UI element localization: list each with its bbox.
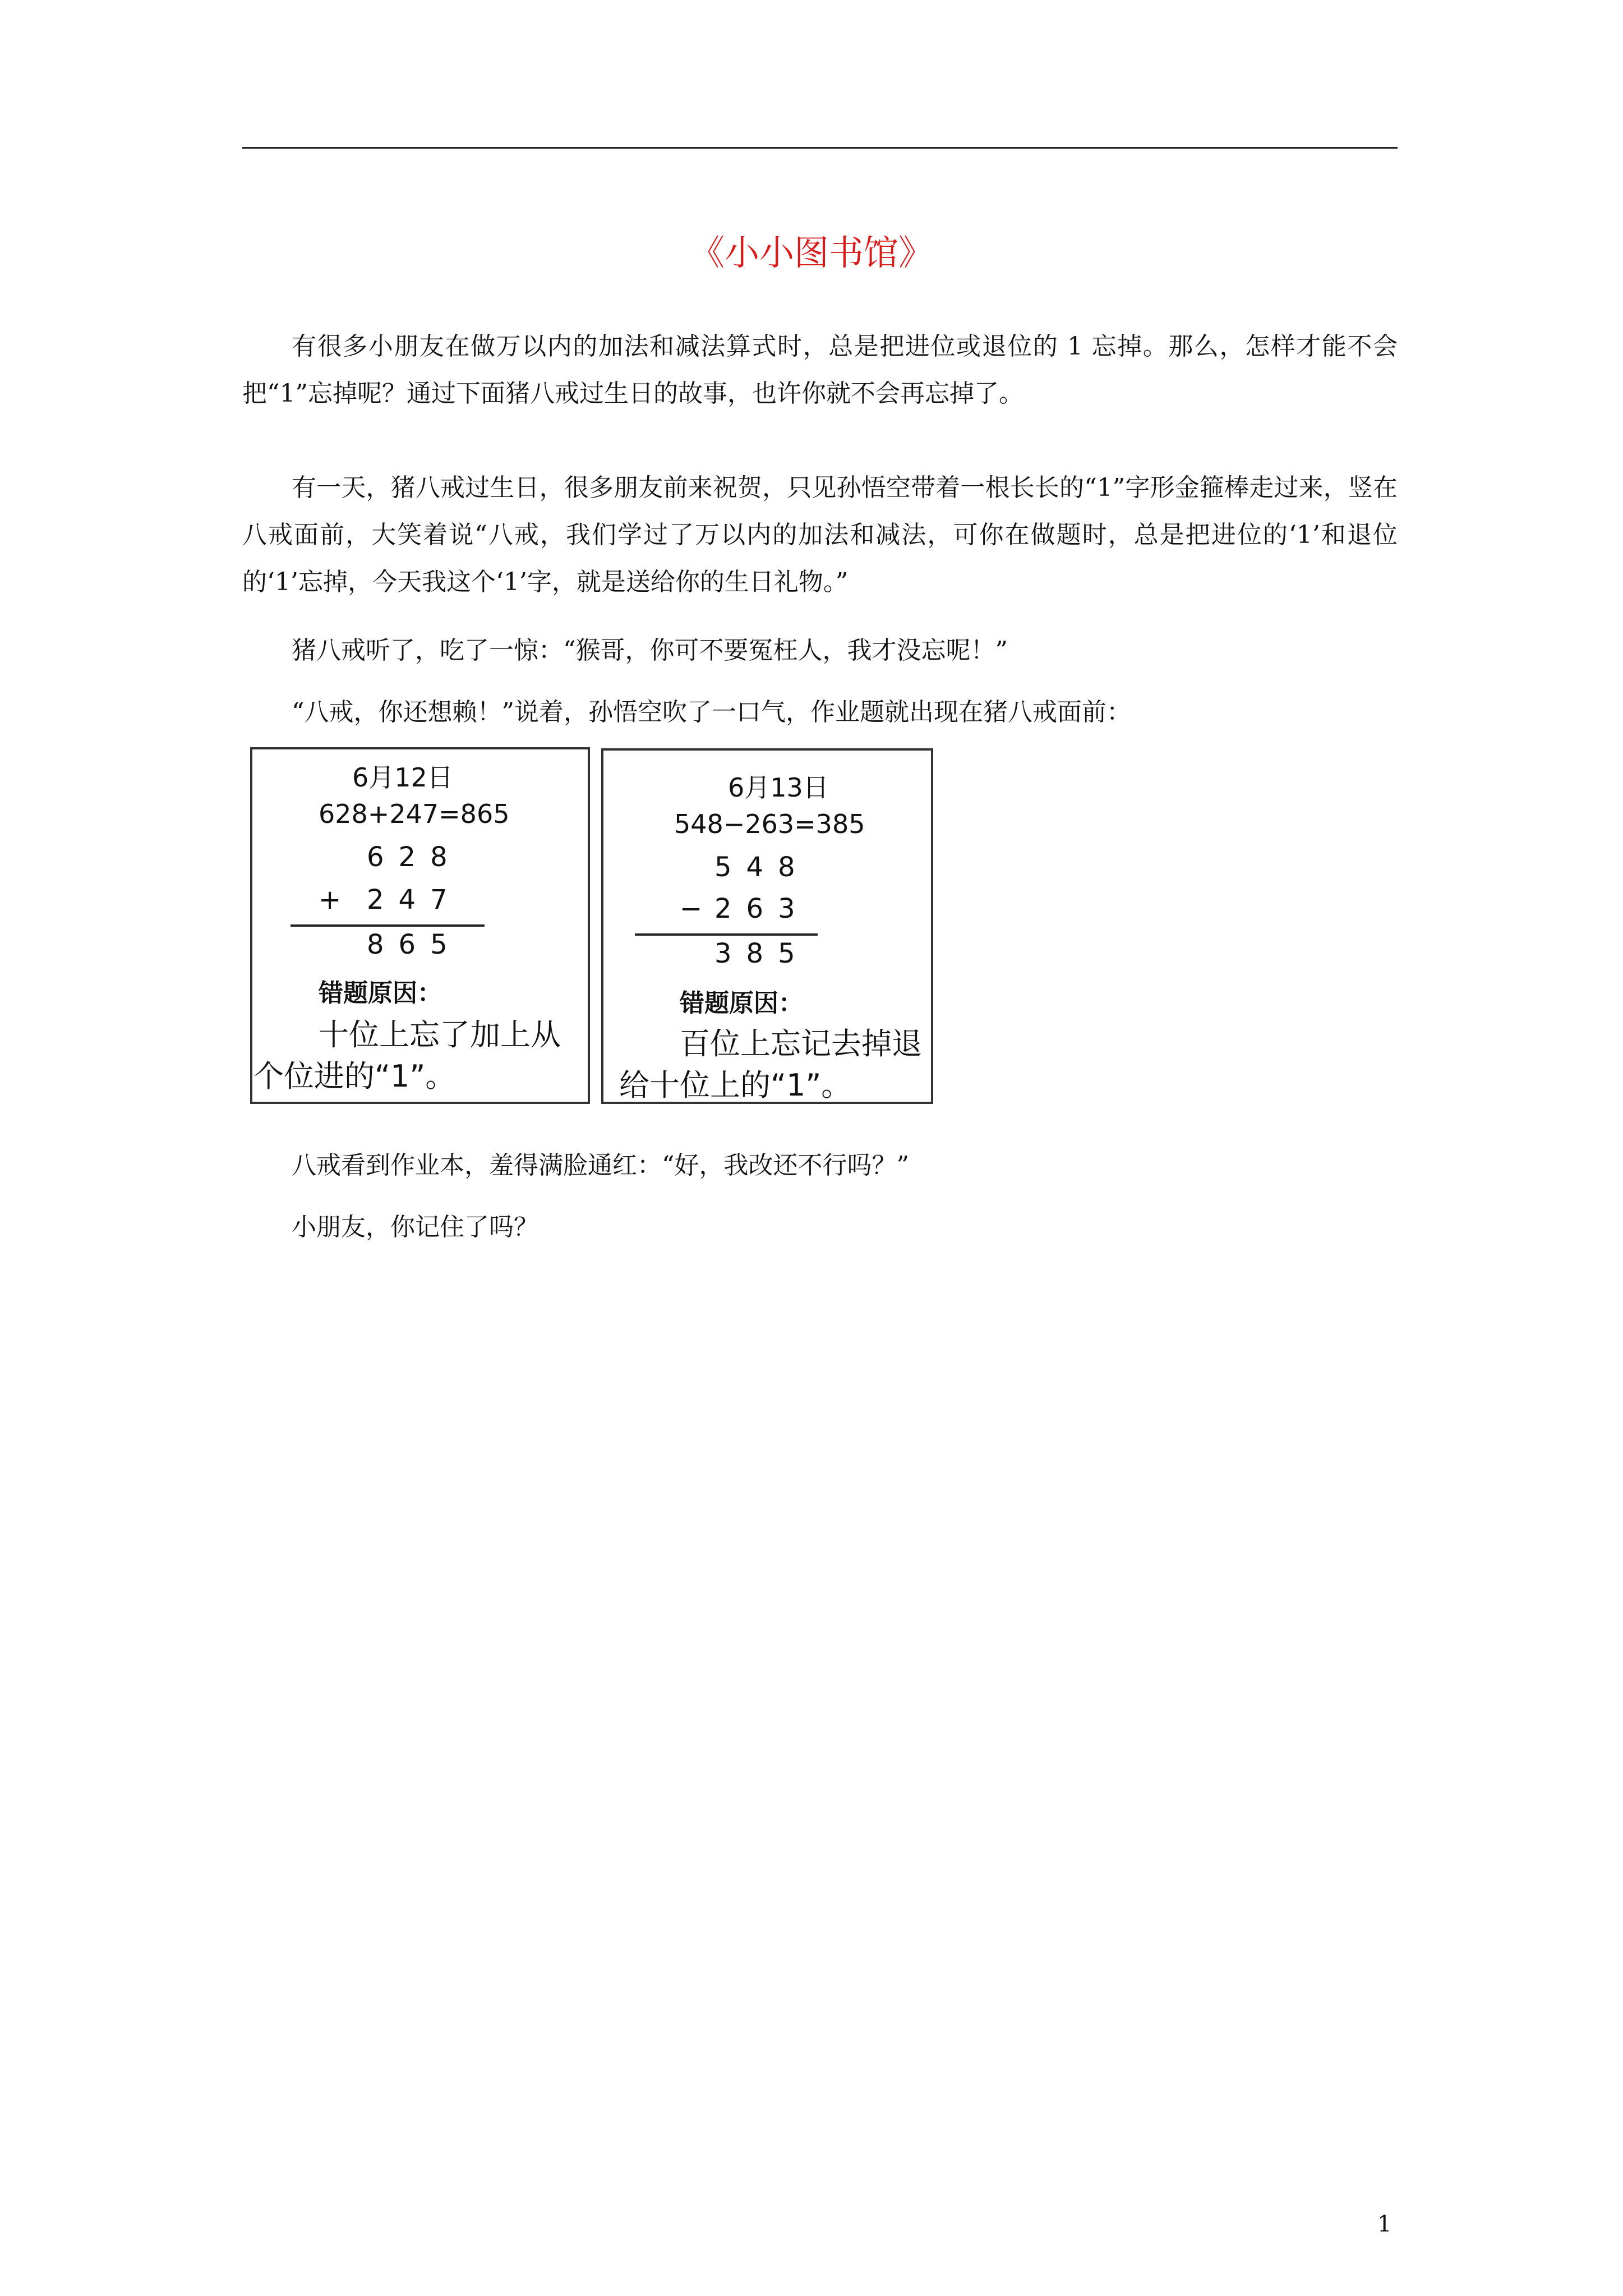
vertical-divider-line — [635, 933, 818, 936]
error-reason-line1: 百位上忘记去掉退 — [680, 1026, 922, 1061]
paragraph-homework-intro: “八戒，你还想赖！”说着，孙悟空吹了一口气，作业题就出现在猪八戒面前： — [292, 698, 1131, 726]
homework-equation: 548−263=385 — [674, 809, 865, 839]
homework-date: 6月12日 — [352, 762, 453, 793]
vertical-top-number: 628 — [367, 841, 462, 873]
vertical-top-number: 548 — [714, 852, 810, 883]
page-title: 《小小图书馆》 — [689, 232, 933, 273]
vertical-divider-line — [291, 924, 485, 927]
paragraph-closing: 小朋友，你记住了吗？ — [292, 1213, 538, 1241]
error-reason-line1: 十位上忘了加上从 — [319, 1017, 561, 1052]
paragraph-intro: 有很多小朋友在做万以内的加法和减法算式时，总是把进位或退位的 1 忘掉。那么，怎样才能不会把“1”忘掉呢？通过下面猪八戒过生日的故事，也许你就不会再忘掉了。 — [242, 332, 1398, 408]
paragraph-reply: 猪八戒听了，吃了一惊：“猴哥，你可不要冤枉人，我才没忘呢！” — [292, 636, 1008, 665]
homework-card-subtraction — [601, 748, 933, 1104]
error-reason-title: 错题原因： — [680, 989, 803, 1018]
error-reason-line2: 给十位上的“1”。 — [619, 1068, 852, 1103]
page-number: 1 — [1377, 2211, 1392, 2237]
homework-equation: 628+247=865 — [319, 799, 510, 829]
vertical-bottom-number: 263 — [714, 893, 810, 924]
error-reason-line2: 个位进的“1”。 — [253, 1059, 456, 1094]
homework-card-addition — [250, 747, 590, 1104]
homework-date: 6月13日 — [728, 772, 829, 803]
vertical-operator: − — [680, 893, 703, 924]
vertical-bottom-number: 247 — [367, 884, 462, 915]
header-rule — [242, 147, 1398, 149]
paragraph-story: 有一天，猪八戒过生日，很多朋友前来祝贺，只见孙悟空带着一根长长的“1”字形金箍棒走过来，竖在八戒面前，大笑着说“八戒，我们学过了万以内的加法和减法，可你在做题时，总是把进位的‘1’和退位的‘1’忘掉，今天我这个‘1’字，就是送给你的生日礼物。” — [242, 473, 1398, 596]
vertical-result: 865 — [367, 929, 462, 960]
vertical-result: 385 — [714, 938, 810, 969]
vertical-operator: + — [319, 884, 342, 915]
paragraph-embarrassed: 八戒看到作业本，羞得满脸通红：“好，我改还不行吗？” — [292, 1151, 909, 1180]
error-reason-title: 错题原因： — [319, 979, 442, 1007]
